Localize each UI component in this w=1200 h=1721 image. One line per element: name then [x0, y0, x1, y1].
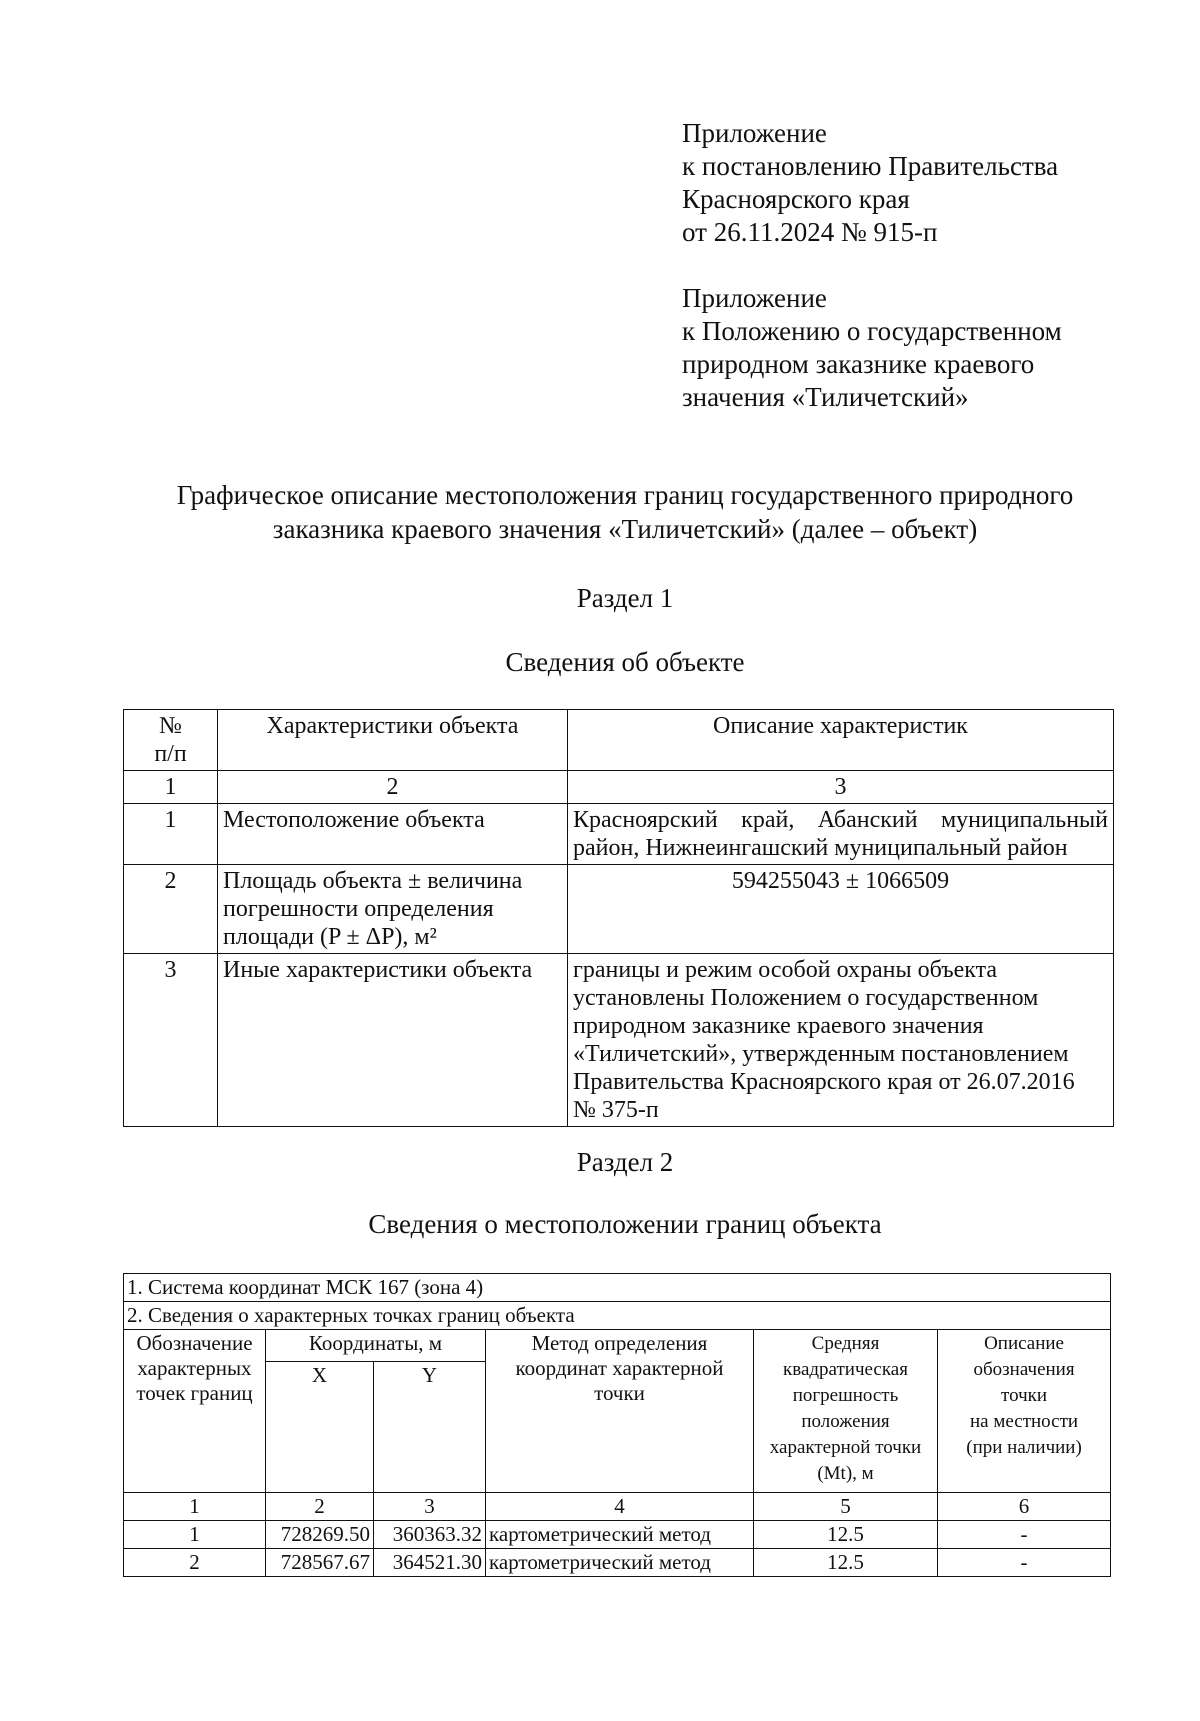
row-number: 1	[124, 804, 218, 865]
document-title	[0, 478, 1200, 546]
boundary-points-table	[123, 1273, 1111, 1577]
value-line: Красноярский край, Абанский муниципальный	[573, 807, 1108, 833]
name-line: Площадь объекта ± величина	[223, 868, 523, 894]
value-line: район, Нижнеингашский муниципальный район	[573, 835, 1068, 861]
table-index-row	[124, 1493, 1111, 1521]
header-text: квадратическая	[783, 1359, 908, 1380]
index-cell: 2	[218, 771, 568, 804]
header-text: Обозначение	[136, 1331, 253, 1355]
value-line: Правительства Красноярского края от 26.07.2016	[573, 1069, 1075, 1095]
method: картометрический метод	[486, 1549, 754, 1577]
header-text: Описание	[984, 1333, 1064, 1354]
header-cell-characteristics: Характеристики объекта	[218, 710, 568, 771]
name-line: площади (P ± ΔP), м²	[223, 924, 437, 950]
index-cell: 5	[754, 1493, 938, 1521]
table-row	[124, 954, 1114, 1127]
header-text: характерной точки	[769, 1437, 922, 1458]
object-info-table	[123, 709, 1114, 1127]
header-text: Средняя	[811, 1333, 880, 1354]
table-header-row	[124, 710, 1114, 771]
title-line: заказника краевого значения «Тиличетский» (далее – объект)	[272, 514, 978, 544]
section-1-title: Раздел 1	[576, 583, 674, 613]
error-value: 12.5	[754, 1549, 938, 1577]
method: картометрический метод	[486, 1521, 754, 1549]
coord-x: 728269.50	[266, 1521, 374, 1549]
header-text: №	[159, 713, 182, 739]
coordinate-system-row	[124, 1274, 1111, 1302]
header-text: точки	[594, 1381, 645, 1405]
point-description: -	[938, 1549, 1111, 1577]
coordinate-system-cell: 1. Система координат МСК 167 (зона 4)	[124, 1274, 1111, 1302]
index-cell: 1	[124, 771, 218, 804]
point-id: 2	[124, 1549, 266, 1577]
table-row	[124, 865, 1114, 954]
appendix-resolution-block	[682, 117, 1058, 249]
appendix-regulation-block	[682, 282, 1062, 414]
title-line: Графическое описание местоположения границ государственного природного	[176, 480, 1074, 510]
section-2-title: Раздел 2	[576, 1147, 674, 1177]
value-line: границы и режим особой охраны объекта	[573, 957, 998, 983]
header-cell-coordinates: Координаты, м	[266, 1330, 486, 1362]
header-text: Метод определения	[531, 1331, 708, 1355]
appendix-line: значения «Тиличетский»	[682, 382, 969, 412]
header-text: (при наличии)	[966, 1437, 1082, 1458]
value-line: № 375-п	[573, 1097, 659, 1123]
header-text: обозначения	[973, 1359, 1075, 1380]
header-cell-point-description	[938, 1330, 1111, 1493]
header-cell-designation	[124, 1330, 266, 1493]
row-name	[218, 865, 568, 954]
value-line: установлены Положением о государственном	[573, 985, 1039, 1011]
points-info-cell: 2. Сведения о характерных точках границ объекта	[124, 1302, 1111, 1330]
appendix-line: к постановлению Правительства	[682, 151, 1059, 181]
point-description: -	[938, 1521, 1111, 1549]
appendix-line: от 26.11.2024 № 915-п	[682, 217, 938, 247]
index-cell: 4	[486, 1493, 754, 1521]
header-text: точки	[1001, 1385, 1048, 1406]
index-cell: 3	[374, 1493, 486, 1521]
table-row	[124, 1549, 1111, 1577]
header-text: погрешность	[792, 1385, 899, 1406]
header-text: (Mt), м	[817, 1463, 874, 1484]
section-1-subtitle: Сведения об объекте	[505, 647, 745, 677]
header-cell-x: X	[266, 1362, 374, 1493]
table-row	[124, 1521, 1111, 1549]
section-2-subtitle: Сведения о местоположении границ объекта	[368, 1209, 882, 1239]
coord-x: 728567.67	[266, 1549, 374, 1577]
coord-y: 364521.30	[374, 1549, 486, 1577]
header-cell-method	[486, 1330, 754, 1493]
header-text: на местности	[970, 1411, 1079, 1432]
header-text: характерных	[137, 1356, 252, 1380]
appendix-line: Приложение	[682, 283, 827, 313]
table-row	[124, 804, 1114, 865]
coord-y: 360363.32	[374, 1521, 486, 1549]
appendix-line: Красноярского края	[682, 184, 910, 214]
row-number: 3	[124, 954, 218, 1127]
row-value	[568, 954, 1114, 1127]
row-number: 2	[124, 865, 218, 954]
point-id: 1	[124, 1521, 266, 1549]
index-cell: 2	[266, 1493, 374, 1521]
error-value: 12.5	[754, 1521, 938, 1549]
table-header-row	[124, 1330, 1111, 1362]
appendix-line: к Положению о государственном	[682, 316, 1062, 346]
header-cell-description: Описание характеристик	[568, 710, 1114, 771]
index-cell: 1	[124, 1493, 266, 1521]
header-text: точек границ	[136, 1381, 253, 1405]
header-cell-y: Y	[374, 1362, 486, 1493]
name-line: погрешности определения	[223, 896, 494, 922]
index-cell: 3	[568, 771, 1114, 804]
row-value: 594255043 ± 1066509	[568, 865, 1114, 954]
header-text: п/п	[154, 741, 187, 767]
header-cell-number	[124, 710, 218, 771]
points-info-row	[124, 1302, 1111, 1330]
value-line: «Тиличетский», утвержденным постановлением	[573, 1041, 1069, 1067]
index-cell: 6	[938, 1493, 1111, 1521]
row-value	[568, 804, 1114, 865]
value-line: природном заказнике краевого значения	[573, 1013, 984, 1039]
header-text: координат характерной	[515, 1356, 724, 1380]
row-name: Местоположение объекта	[218, 804, 568, 865]
row-name: Иные характеристики объекта	[218, 954, 568, 1127]
table-index-row	[124, 771, 1114, 804]
header-cell-error	[754, 1330, 938, 1493]
appendix-line: Приложение	[682, 118, 827, 148]
header-text: положения	[801, 1411, 890, 1432]
appendix-line: природном заказнике краевого	[682, 349, 1035, 379]
